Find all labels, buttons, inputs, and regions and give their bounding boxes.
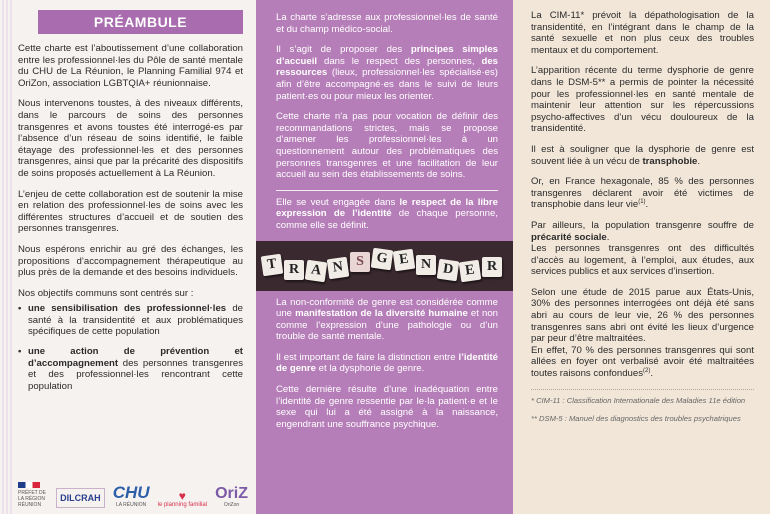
paragraph: Les personnes transgenres ont des difficultés d’accès au logement, à l’emploi, aux études, aux services publics et aux services d’insertion. bbox=[531, 243, 754, 278]
letter-cube: R bbox=[284, 260, 304, 280]
heart-icon: ♥ bbox=[178, 489, 186, 503]
logo-text: PRÉFET DE LA RÉGION RÉUNION bbox=[18, 490, 46, 508]
bold-text: une action de prévention et d’accompagnement bbox=[28, 346, 243, 369]
text: . bbox=[606, 231, 610, 243]
bold-text: précarité sociale bbox=[531, 231, 607, 243]
list-item bbox=[18, 303, 243, 338]
text: Il est à souligner que la dysphorie de genre est souvent liée à un vécu de bbox=[531, 143, 754, 167]
paragraph bbox=[276, 197, 498, 232]
charter-purpose-column bbox=[256, 0, 513, 514]
paragraph: Cette dernière résulte d’une inadéquation entre l’identité de genre ressentie par le·la patient·e et le sexe qui lui a été assigné à la naissance, engendrant une souffrance psychique. bbox=[276, 384, 498, 430]
text: . bbox=[645, 199, 649, 211]
paragraph: La charte s’adresse aux professionnel·les de santé et du champ médico-social. bbox=[276, 12, 498, 35]
divider bbox=[276, 190, 498, 191]
text: . bbox=[697, 155, 701, 167]
bold-text: principes simples d’accueil bbox=[276, 44, 499, 67]
paragraph: L’apparition récente du terme dysphorie de genre dans le DSM-5** a permis de pointer la nécessité pour les professionnel·les en santé mentale de maintenir leur attention sur les répercussions psycho-affectives d’un vécu douloureux de la transidentité. bbox=[531, 65, 754, 135]
letter-cube: A bbox=[305, 259, 328, 282]
preamble-column bbox=[0, 0, 256, 514]
text: (lieux, professionnel·les spécialisé·es) afin d’être accompagné·es dans le suivi de leurs patient·es ou pour mieux les orienter. bbox=[276, 67, 498, 102]
logo-text: DILCRAH bbox=[56, 488, 105, 508]
text: Or, en France hexagonale, 85 % des personnes transgenres déclarent avoir été victimes de transphobie dans leur vie bbox=[531, 176, 754, 211]
footnote-ref: (1) bbox=[638, 199, 646, 206]
letter-cube: T bbox=[261, 253, 284, 276]
paragraph: La CIM-11* prévoit la dépathologisation de la transidentité, en l’intégrant dans le champ de la santé sexuelle et non plus ceux des troubles mentaux et du comportement. bbox=[531, 10, 754, 56]
paragraph: Selon une étude de 2015 parue aux États-Unis, 30% des personnes interrogées ont déjà été sans abri au cours de leur vie, 26 % des personnes transgenres sans abri ont évité les lieux d’urgence par peur d’être maltraitées. bbox=[531, 286, 754, 345]
text: Elle se veut engagée dans bbox=[276, 196, 400, 208]
text: et la dysphorie de genre. bbox=[316, 363, 425, 375]
planning-familial-logo bbox=[158, 490, 207, 508]
paragraph bbox=[531, 176, 754, 211]
letter-cube: G bbox=[371, 247, 394, 270]
preamble-text bbox=[18, 43, 243, 392]
text: dans le respect des personnes, bbox=[317, 55, 482, 67]
paragraph bbox=[276, 297, 498, 343]
paragraph: L’enjeu de cette collaboration est de soutenir la mise en relation des professionnel·les de soins avec les différentes structures d’accueil et de soutien des personnes transgenres. bbox=[18, 188, 243, 235]
paragraph: Cette charte est l’aboutissement d’une collaboration entre les professionnel·les du Pôle de santé mentale du CHU de La Réunion, le Planning Familial 974 et OriZon, association LGBTQIA+ réunionnaise. bbox=[18, 43, 243, 89]
flag-icon bbox=[18, 482, 40, 488]
logo-text: OriZ bbox=[215, 485, 248, 502]
paragraph: Cette charte n’a pas pour vocation de définir des recommandations strictes, mais se propose d’amener les professionnel·les à un questionnement autour des problématiques des personnes transgenres et une facilitation de leur accueil au sein des établissements de soins. bbox=[276, 111, 498, 181]
letter-cube: E bbox=[459, 259, 482, 282]
footnote-ref: (2) bbox=[643, 367, 651, 374]
logo-text: CHU bbox=[112, 483, 150, 502]
letter-cube: R bbox=[482, 257, 502, 277]
text: En effet, 70 % des personnes transgenres qui sont allées en foyer ont verbalisé avoir été maltraitées toutes raisons confondues bbox=[531, 344, 754, 380]
paragraph bbox=[531, 220, 754, 243]
chu-logo bbox=[113, 484, 150, 508]
bold-text: manifestation de la diversité humaine bbox=[295, 308, 468, 320]
text: Par ailleurs, la population transgenre souffre de bbox=[531, 219, 754, 231]
text: de santé à la transidentité et aux problématiques spécifiques de cette population bbox=[28, 303, 243, 338]
text: des personnes transgenres et des professionnel·les rencontrant cette population bbox=[28, 357, 243, 392]
text: . bbox=[650, 368, 654, 380]
paragraph bbox=[276, 352, 498, 375]
text: La non-conformité de genre est considérée comme une bbox=[276, 296, 498, 320]
footnote: ** DSM-5 : Manuel des diagnostics des troubles psychatriques bbox=[531, 413, 741, 423]
bold-text: transphobie bbox=[642, 155, 698, 167]
letter-cube: N bbox=[416, 255, 436, 275]
logo-subtext: OriZon bbox=[223, 502, 240, 508]
letter-cube: S bbox=[350, 252, 370, 272]
footnote-divider bbox=[531, 389, 754, 390]
text: de chaque personne, comme elle se définit. bbox=[276, 208, 498, 231]
letter-cube: D bbox=[437, 258, 460, 281]
footnote: * CIM-11 : Classification Internationale des Maladies 11e édition bbox=[531, 395, 746, 405]
list-item bbox=[18, 346, 243, 392]
bold-text: une sensibilisation des professionnel·les bbox=[28, 303, 227, 315]
bold-text: l’identité de genre bbox=[276, 351, 498, 375]
orizon-logo bbox=[215, 486, 248, 508]
paragraph: Nous intervenons toustes, à des niveaux différents, dans le parcours de soins des personnes transgenres et avons toustes été interrogé-es par l’absence d’un réseau de soins identifié, le faible étayage des professionnel·les et des personnes transgenres, ainsi que par la précarité des dispositifs de soins proposés actuellement à La Réunion. bbox=[18, 98, 243, 179]
paragraph bbox=[531, 144, 754, 167]
logo-subtext: LA RÉUNION bbox=[115, 502, 147, 508]
transgender-cubes-photo bbox=[256, 241, 513, 291]
paragraph bbox=[276, 44, 498, 102]
logo-text: le planning familial bbox=[157, 502, 207, 508]
paragraph: Nos objectifs communs sont centrés sur : bbox=[18, 287, 194, 299]
bold-text: des ressources bbox=[276, 55, 498, 79]
objectives-list bbox=[18, 303, 243, 392]
page-title: PRÉAMBULE bbox=[38, 10, 243, 34]
text: et non comme l’expression d’une pathologie ou d’un trouble de santé mentale. bbox=[276, 308, 498, 343]
prefet-logo bbox=[18, 482, 48, 508]
paragraph bbox=[531, 345, 754, 380]
bold-text: le respect de la libre expression de l’identité bbox=[276, 196, 498, 220]
letter-cube: E bbox=[393, 248, 416, 271]
context-column bbox=[513, 0, 770, 514]
letter-cube: N bbox=[327, 256, 350, 279]
dilcrah-logo bbox=[56, 488, 105, 508]
decorative-stripes bbox=[0, 0, 12, 514]
partner-logos bbox=[18, 468, 248, 508]
text: Il est important de faire la distinction entre bbox=[276, 351, 459, 363]
text: Il s’agit de proposer des bbox=[276, 44, 411, 56]
paragraph: Nous espérons enrichir au gré des échanges, les propositions d’accompagnement thérapeutique au plus près de la demande et des besoins individuels. bbox=[18, 243, 243, 279]
